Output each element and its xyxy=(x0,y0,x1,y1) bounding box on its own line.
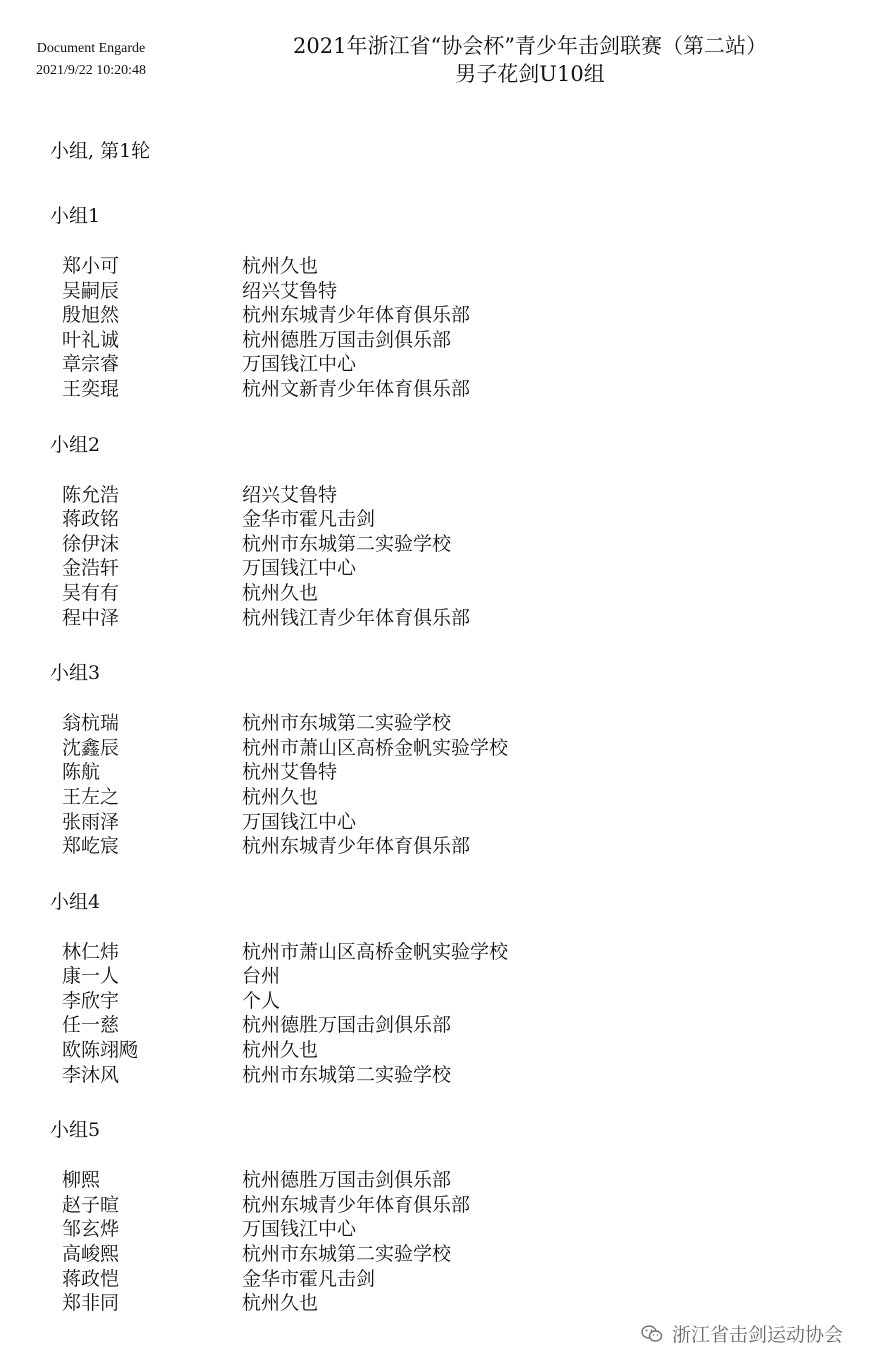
fencer-row xyxy=(50,810,850,835)
fencer-club: 绍兴艾鲁特 xyxy=(242,279,338,302)
fencer-club: 万国钱江中心 xyxy=(242,353,357,376)
fencer-club: 杭州久也 xyxy=(242,255,319,277)
fencer-row xyxy=(50,532,850,557)
fencer-club: 杭州市东城第二实验学校 xyxy=(242,712,452,735)
pool-group xyxy=(50,888,850,1117)
fencer-club: 金华市霍凡击剑 xyxy=(242,508,376,531)
fencer-name: 高峻熙 xyxy=(62,1243,120,1266)
fencer-row xyxy=(50,940,850,965)
fencer-row xyxy=(50,1291,850,1316)
document-meta xyxy=(21,38,161,82)
fencer-row xyxy=(50,989,850,1014)
fencer-row xyxy=(50,736,850,761)
group-title: 小组1 xyxy=(50,205,101,227)
watermark-text: 浙江省击剑运动协会 xyxy=(671,1324,843,1346)
fencer-row xyxy=(50,328,850,353)
fencer-row xyxy=(50,785,850,810)
fencer-row xyxy=(50,556,850,581)
fencer-club: 杭州久也 xyxy=(242,1039,319,1062)
group-spacer xyxy=(50,859,850,888)
fencer-row xyxy=(50,606,850,631)
fencer-name: 吴嗣辰 xyxy=(62,279,120,302)
event-subtitle: 男子花剑U10组 xyxy=(455,62,605,86)
fencer-name: 吴有有 xyxy=(62,581,120,604)
fencer-club: 杭州市东城第二实验学校 xyxy=(242,1063,452,1086)
fencer-row xyxy=(50,1038,850,1063)
fencer-name: 郑小可 xyxy=(62,255,120,277)
fencer-name: 徐伊沫 xyxy=(62,532,120,555)
fencer-name: 郑非同 xyxy=(62,1292,120,1315)
watermark xyxy=(640,1320,843,1347)
fencer-club: 杭州市萧山区高桥金帆实验学校 xyxy=(242,736,509,759)
fencer-club: 杭州市东城第二实验学校 xyxy=(242,532,452,555)
group-title: 小组5 xyxy=(50,1119,101,1142)
fencer-name: 蒋政铭 xyxy=(62,508,120,531)
fencer-club: 杭州市东城第二实验学校 xyxy=(242,1243,452,1266)
fencer-row xyxy=(50,507,850,532)
fencer-name: 李沐风 xyxy=(62,1063,120,1086)
pool-group xyxy=(50,202,850,431)
fencer-row xyxy=(50,581,850,606)
fencer-name: 金浩轩 xyxy=(62,557,120,580)
fencer-name: 张雨泽 xyxy=(62,810,120,833)
fencer-name: 欧陈翊飏 xyxy=(62,1039,139,1062)
round-title: 小组, 第1轮 xyxy=(50,140,151,162)
fencer-name: 沈鑫辰 xyxy=(62,736,120,759)
fencer-name: 叶礼诚 xyxy=(62,328,120,351)
groups-list xyxy=(50,202,850,1345)
fencer-row xyxy=(50,1193,850,1218)
fencer-row xyxy=(50,279,850,304)
fencer-name: 康一人 xyxy=(62,965,120,988)
fencer-row xyxy=(50,834,850,859)
fencer-name: 蒋政恺 xyxy=(62,1267,120,1290)
fencer-row xyxy=(50,1168,850,1193)
fencer-name: 邹玄烨 xyxy=(62,1218,120,1241)
fencer-name: 章宗睿 xyxy=(62,353,120,376)
pool-group xyxy=(50,659,850,888)
fencer-club: 万国钱江中心 xyxy=(242,557,357,580)
fencer-row xyxy=(50,352,850,377)
software-name: Document Engarde xyxy=(36,41,146,56)
fencer-name: 王奕琨 xyxy=(62,377,120,400)
fencer-club: 绍兴艾鲁特 xyxy=(242,483,338,506)
fencer-row xyxy=(50,1267,850,1292)
fencer-name: 翁杭瑞 xyxy=(62,712,120,735)
fencer-name: 陈允浩 xyxy=(62,483,120,506)
fencer-name: 殷旭然 xyxy=(62,304,120,327)
fencer-row xyxy=(50,483,850,508)
fencer-club: 万国钱江中心 xyxy=(242,810,357,833)
pool-group xyxy=(50,1116,850,1345)
fencer-name: 陈航 xyxy=(62,761,101,784)
document-title-block xyxy=(220,32,840,88)
fencer-club: 杭州艾鲁特 xyxy=(242,761,338,784)
fencer-row xyxy=(50,1217,850,1242)
fencer-row xyxy=(50,1242,850,1267)
fencer-name: 任一慈 xyxy=(62,1014,120,1037)
fencer-name: 赵子暄 xyxy=(62,1193,120,1216)
fencer-name: 郑屹宸 xyxy=(62,835,120,858)
fencer-club: 个人 xyxy=(242,989,281,1012)
fencer-name: 李欣宇 xyxy=(62,989,120,1012)
competition-title: 2021年浙江省“协会杯”青少年击剑联赛（第二站） xyxy=(293,34,767,58)
document-datetime: 2021/9/22 10:20:48 xyxy=(35,63,147,78)
fencer-row xyxy=(50,1013,850,1038)
fencer-club: 杭州钱江青少年体育俱乐部 xyxy=(242,606,471,629)
fencer-club: 杭州久也 xyxy=(242,785,319,808)
fencer-club: 杭州市萧山区高桥金帆实验学校 xyxy=(242,940,509,963)
group-spacer xyxy=(50,630,850,659)
fencer-row xyxy=(50,254,850,279)
fencer-row xyxy=(50,964,850,989)
fencer-row xyxy=(50,377,850,402)
fencer-club: 杭州东城青少年体育俱乐部 xyxy=(242,835,471,858)
group-spacer xyxy=(50,402,850,431)
fencer-club: 杭州文新青少年体育俱乐部 xyxy=(242,377,471,400)
fencer-club: 台州 xyxy=(242,965,281,988)
fencer-club: 杭州德胜万国击剑俱乐部 xyxy=(242,1014,452,1037)
fencer-club: 杭州久也 xyxy=(242,1292,319,1315)
fencer-name: 王左之 xyxy=(62,785,120,808)
fencer-club: 万国钱江中心 xyxy=(242,1218,357,1241)
fencer-club: 杭州东城青少年体育俱乐部 xyxy=(242,1193,471,1216)
fencer-row xyxy=(50,1063,850,1088)
fencer-club: 金华市霍凡击剑 xyxy=(242,1267,376,1290)
fencer-row xyxy=(50,711,850,736)
group-title: 小组2 xyxy=(50,433,101,456)
group-title: 小组3 xyxy=(50,662,101,685)
fencer-row xyxy=(50,760,850,785)
group-title: 小组4 xyxy=(50,890,101,913)
fencer-name: 程中泽 xyxy=(62,606,120,629)
pool-group xyxy=(50,431,850,660)
fencer-club: 杭州德胜万国击剑俱乐部 xyxy=(242,1169,452,1192)
fencer-name: 柳熙 xyxy=(62,1169,101,1192)
fencer-club: 杭州东城青少年体育俱乐部 xyxy=(242,304,471,327)
fencer-name: 林仁炜 xyxy=(62,940,120,963)
wechat-icon xyxy=(640,1322,664,1346)
group-spacer xyxy=(50,1087,850,1116)
fencer-club: 杭州德胜万国击剑俱乐部 xyxy=(242,328,452,351)
fencer-club: 杭州久也 xyxy=(242,581,319,604)
fencer-row xyxy=(50,303,850,328)
